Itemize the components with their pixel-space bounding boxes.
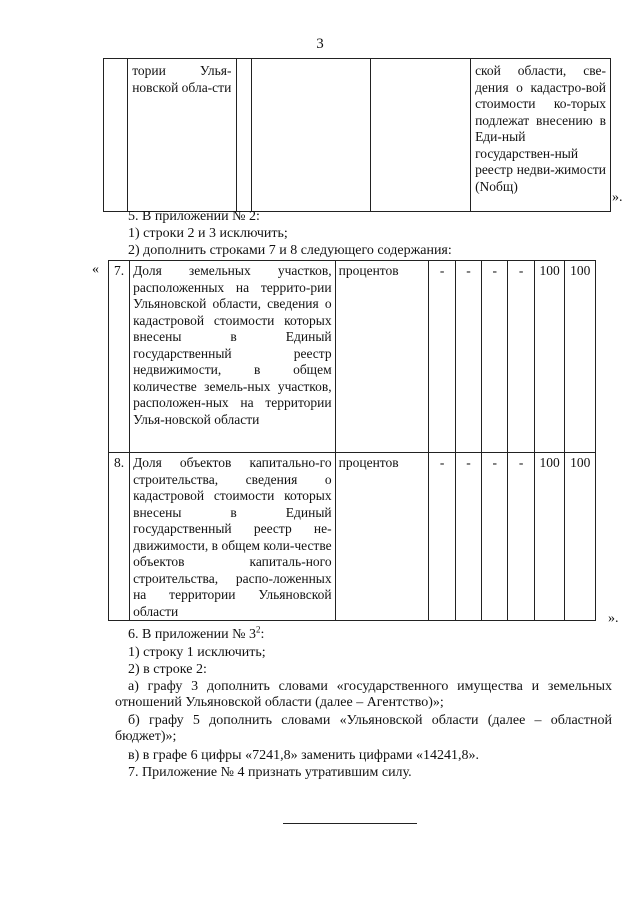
- table-row: [109, 261, 596, 453]
- end-divider-line: [283, 823, 417, 824]
- row-value: -: [455, 453, 481, 621]
- row-value: 100: [534, 261, 565, 453]
- table-cell: [252, 59, 371, 212]
- paragraph-6-a: а) графу 3 дополнить словами «государственного имущества и земельных отношений Ульяновской области (далее – Агентство)»;: [115, 679, 612, 710]
- row-value: -: [429, 453, 455, 621]
- row-description: Доля объектов капитально-го строительства, сведения о кадастровой стоимости которых внесены в Единый государственный реестр не-движимости, в общем коли-честве объектов капиталь-ного строительства, распо-ложенных на территории Ульяновской области: [130, 453, 336, 621]
- paragraph-6-b: б) графу 5 дополнить словами «Ульяновской области (далее – областной бюджет)»;: [115, 713, 612, 744]
- row-unit: процентов: [335, 261, 429, 453]
- continued-table: [103, 58, 611, 212]
- row-value: -: [429, 261, 455, 453]
- table-row: [109, 453, 596, 621]
- row-number: 7.: [109, 261, 130, 453]
- paragraph-6-text: 6. В приложении № 3: [128, 627, 256, 642]
- row-value: -: [508, 453, 534, 621]
- superscript: 2: [256, 624, 261, 635]
- table-cell: [104, 59, 128, 212]
- row-description: Доля земельных участков, расположенных на террито-рии Ульяновской области, сведения о кадастровой стоимости которых внесены в Единый государственный реестр недвижимости, в общем количестве земель-ных участков, расположен-ных на территории Улья-новской области: [130, 261, 336, 453]
- closing-quote: ».: [612, 190, 623, 205]
- row-value: -: [455, 261, 481, 453]
- indicators-table: [108, 260, 596, 621]
- paragraph-6-colon: :: [260, 627, 265, 642]
- paragraph-6-c: в) в графе 6 цифры «7241,8» заменить цифрами «14241,8».: [128, 748, 480, 763]
- table-cell: [371, 59, 471, 212]
- page-number: 3: [316, 36, 324, 52]
- paragraph-6-2: 2) в строке 2:: [128, 662, 207, 677]
- paragraph-5: 5. В приложении № 2:: [128, 209, 260, 224]
- row-value: -: [482, 453, 508, 621]
- paragraph-7: 7. Приложение № 4 признать утратившим силу.: [128, 765, 412, 780]
- row-value: 100: [534, 453, 565, 621]
- opening-quote: «: [92, 262, 99, 277]
- paragraph-6-1: 1) строку 1 исключить;: [128, 645, 266, 660]
- paragraph-5-2: 2) дополнить строками 7 и 8 следующего содержания:: [128, 243, 452, 258]
- row-value: 100: [565, 453, 596, 621]
- row-value: -: [482, 261, 508, 453]
- row-unit: процентов: [335, 453, 429, 621]
- table-cell: [236, 59, 252, 212]
- table-cell-description: ской области, све-дения о кадастро-вой стоимости ко-торых подлежат внесению в Еди-ный государствен-ный реестр недви-жимости (Nобщ): [471, 59, 611, 212]
- row-value: 100: [565, 261, 596, 453]
- row-number: 8.: [109, 453, 130, 621]
- paragraph-6: [128, 624, 265, 643]
- row-value: -: [508, 261, 534, 453]
- closing-quote: ».: [608, 611, 619, 626]
- paragraph-5-1: 1) строки 2 и 3 исключить;: [128, 226, 288, 241]
- table-cell-territory: тории Улья-новской обла-сти: [128, 59, 236, 212]
